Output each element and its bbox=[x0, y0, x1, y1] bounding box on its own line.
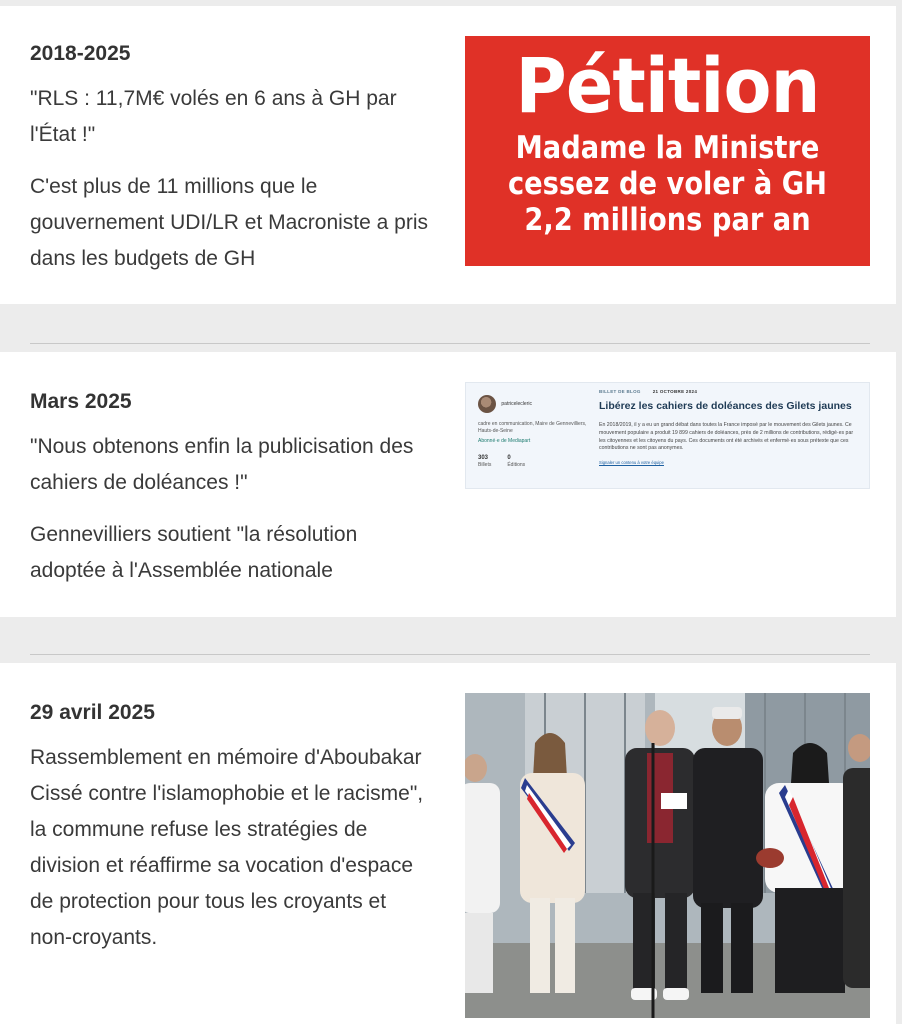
avatar bbox=[478, 395, 496, 413]
blog-user-description: cadre en communication, Maire de Gennevilliers, Hauts-de-Seine bbox=[478, 421, 587, 434]
blog-stat bbox=[507, 454, 525, 469]
news-item-cahiers bbox=[0, 352, 896, 617]
news-item-body: Gennevilliers soutient "la résolution adoptée à l'Assemblée nationale bbox=[30, 523, 358, 583]
section-divider bbox=[30, 343, 870, 344]
petition-line: 2,2 millions par an bbox=[524, 202, 811, 238]
blog-stats bbox=[478, 454, 588, 469]
blog-post-image[interactable] bbox=[465, 382, 870, 489]
petition-image[interactable] bbox=[465, 36, 870, 266]
petition-title: Pétition bbox=[515, 41, 820, 130]
rally-photo[interactable] bbox=[465, 693, 870, 1018]
section-divider bbox=[30, 654, 870, 655]
blog-footer-link: Signaler un contenu à votre équipe bbox=[599, 460, 664, 466]
blog-meta-date: 21 OCTOBRE 2024 bbox=[652, 389, 698, 394]
blog-stat-label: Éditions bbox=[507, 462, 526, 469]
news-item-rls bbox=[0, 6, 896, 304]
news-item-body: Rassemblement en mémoire d'Aboubakar Cissé contre l'islamophobie et le racisme", la commune refuse les stratégies de division et réaffirme sa vocation d'espace de protection pour tous les croyants et non-croyants. bbox=[30, 746, 424, 950]
rally-photo-illustration bbox=[465, 693, 870, 1018]
petition-line: Madame la Ministre bbox=[515, 130, 820, 166]
blog-title: Libérez les cahiers de doléances des Gilets jaunes bbox=[599, 400, 852, 412]
news-item-date: 29 avril 2025 bbox=[30, 701, 155, 724]
blog-stat bbox=[478, 454, 491, 469]
blog-stat-value: 303 bbox=[478, 455, 489, 462]
news-item-text bbox=[30, 388, 430, 589]
petition-line: cessez de voler à GH bbox=[507, 166, 827, 202]
blog-stat-label: Billets bbox=[478, 462, 492, 469]
blog-body: En 2018/2019, il y a eu un grand débat dans toutes la France imposé par le mouvement des Gilets jaunes. Ce mouvement populaire a produit 19 899 cahiers de doléances, près de 2 millions de contributions, rédigé·es par les citoyennes et les citoyens du pays. Ces documents ont été archivés et enfermé·es sous prétexte que ces contributions ne sont pas anonymes. bbox=[599, 422, 854, 452]
news-item-rassemblement bbox=[0, 663, 896, 1024]
news-item-date: 2018-2025 bbox=[30, 42, 131, 65]
blog-author-panel bbox=[478, 395, 588, 469]
blog-meta-kind: BILLET DE BLOG bbox=[599, 389, 641, 394]
news-item-quote: "RLS : 11,7M€ volés en 6 ans à GH par l'État !" bbox=[30, 87, 397, 147]
news-item-body: C'est plus de 11 millions que le gouvernement UDI/LR et Macroniste a pris dans les budgets de GH bbox=[30, 175, 429, 271]
blog-stat-value: 0 bbox=[507, 455, 511, 462]
news-item-date: Mars 2025 bbox=[30, 390, 132, 413]
blog-meta bbox=[599, 389, 861, 394]
blog-article-panel bbox=[599, 389, 861, 465]
blog-username: patricelecleric bbox=[501, 400, 532, 407]
news-item-text bbox=[30, 40, 430, 277]
news-item-text bbox=[30, 699, 430, 956]
blog-subscriber-link: Abonné·e de Mediapart bbox=[478, 437, 531, 444]
news-item-quote: "Nous obtenons enfin la publicisation des cahiers de doléances !" bbox=[30, 435, 414, 495]
